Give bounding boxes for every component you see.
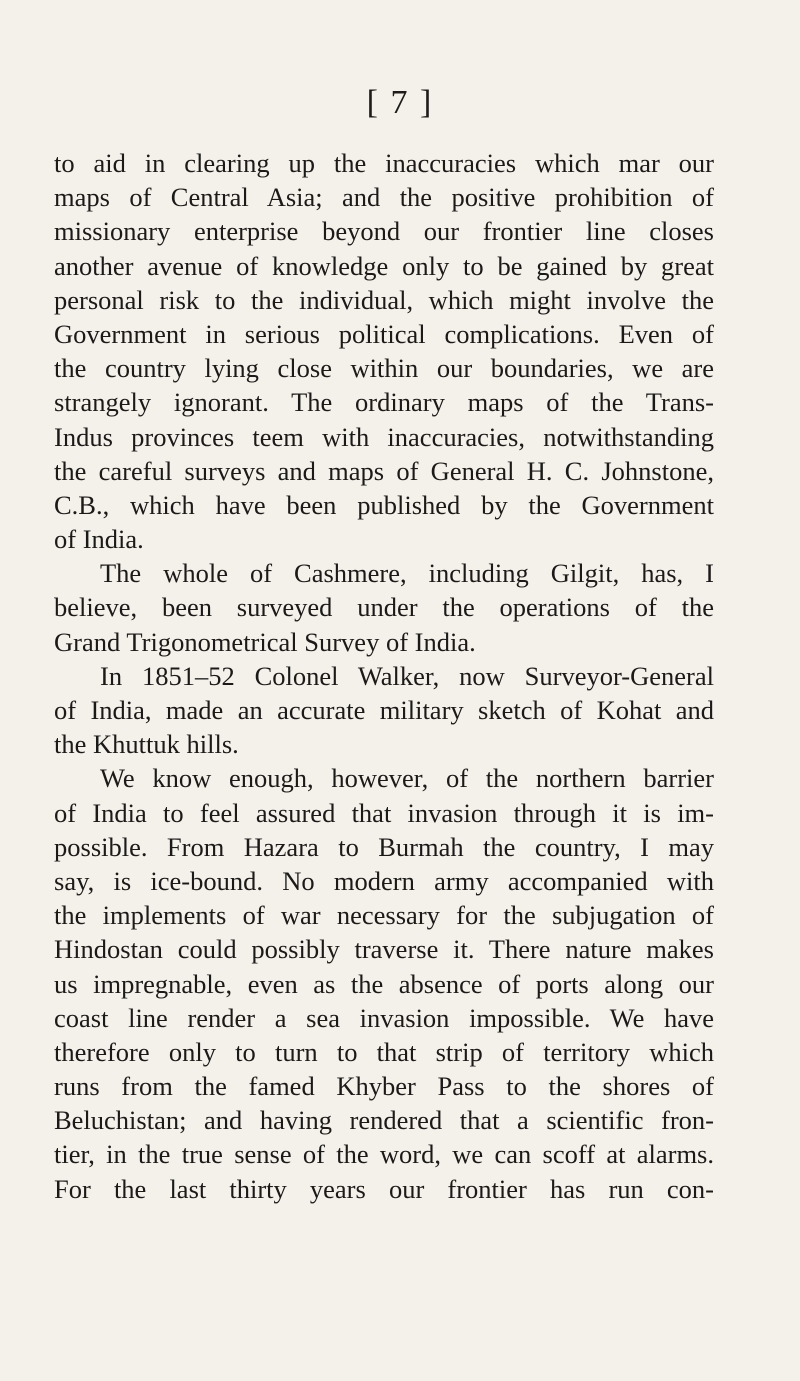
text-line: strangely ignorant. The ordinary maps of the Trans- [54, 387, 714, 418]
page-number: [ 7 ] [366, 84, 434, 121]
text-line: missionary enterprise beyond our frontier line closes [54, 216, 714, 247]
paragraph-3 [54, 659, 714, 762]
text-line: Beluchistan; and having rendered that a scientific fron- [54, 1105, 714, 1136]
text-line: us impregnable, even as the absence of ports along our [54, 968, 714, 999]
text-line: Grand Trigonometrical Survey of India. [54, 626, 476, 657]
text-line: Government in serious political complications. Even of [54, 318, 714, 349]
paragraph-4 [54, 761, 714, 1205]
text-line: the implements of war necessary for the subjugation of [54, 900, 714, 931]
text-line: say, is ice-bound. No modern army accompanied with [54, 865, 714, 896]
text-line: of India to feel assured that invasion through it is im- [54, 797, 714, 828]
text-line: of India, made an accurate military sketch of Kohat and [54, 695, 714, 725]
text-line: The whole of Cashmere, including Gilgit, has, I [100, 558, 714, 589]
paragraph-1 [54, 146, 714, 556]
body-text [54, 146, 714, 1206]
text-line: possible. From Hazara to Burmah the country, I may [54, 831, 714, 862]
text-line: therefore only to turn to that strip of territory which [54, 1036, 714, 1067]
text-line: the country lying close within our boundaries, we are [54, 353, 714, 384]
text-line: We know enough, however, of the northern barrier [100, 763, 714, 794]
text-line: the careful surveys and maps of General H. C. Johnstone, [54, 455, 714, 486]
text-line: coast line render a sea invasion impossible. We have [54, 1002, 714, 1033]
text-line: C.B., which have been published by the Government [54, 489, 714, 520]
text-line: Hindostan could possibly traverse it. There nature makes [54, 934, 714, 965]
text-line: another avenue of knowledge only to be gained by great [54, 250, 714, 281]
text-line: to aid in clearing up the inaccuracies which mar our [54, 148, 714, 178]
paragraph-2 [54, 556, 714, 659]
text-line: personal risk to the individual, which might involve the [54, 284, 714, 315]
text-line: maps of Central Asia; and the positive prohibition of [54, 182, 714, 213]
text-line: Indus provinces teem with inaccuracies, notwithstanding [54, 421, 714, 452]
text-line: tier, in the true sense of the word, we can scoff at alarms. [54, 1139, 714, 1170]
text-line: the Khuttuk hills. [54, 729, 239, 760]
text-line: of India. [54, 524, 144, 555]
text-line: For the last thirty years our frontier has run con- [54, 1173, 714, 1204]
text-line: In 1851–52 Colonel Walker, now Surveyor-General [100, 660, 714, 691]
text-line: runs from the famed Khyber Pass to the shores of [54, 1071, 714, 1102]
text-line: believe, been surveyed under the operations of the [54, 592, 714, 623]
